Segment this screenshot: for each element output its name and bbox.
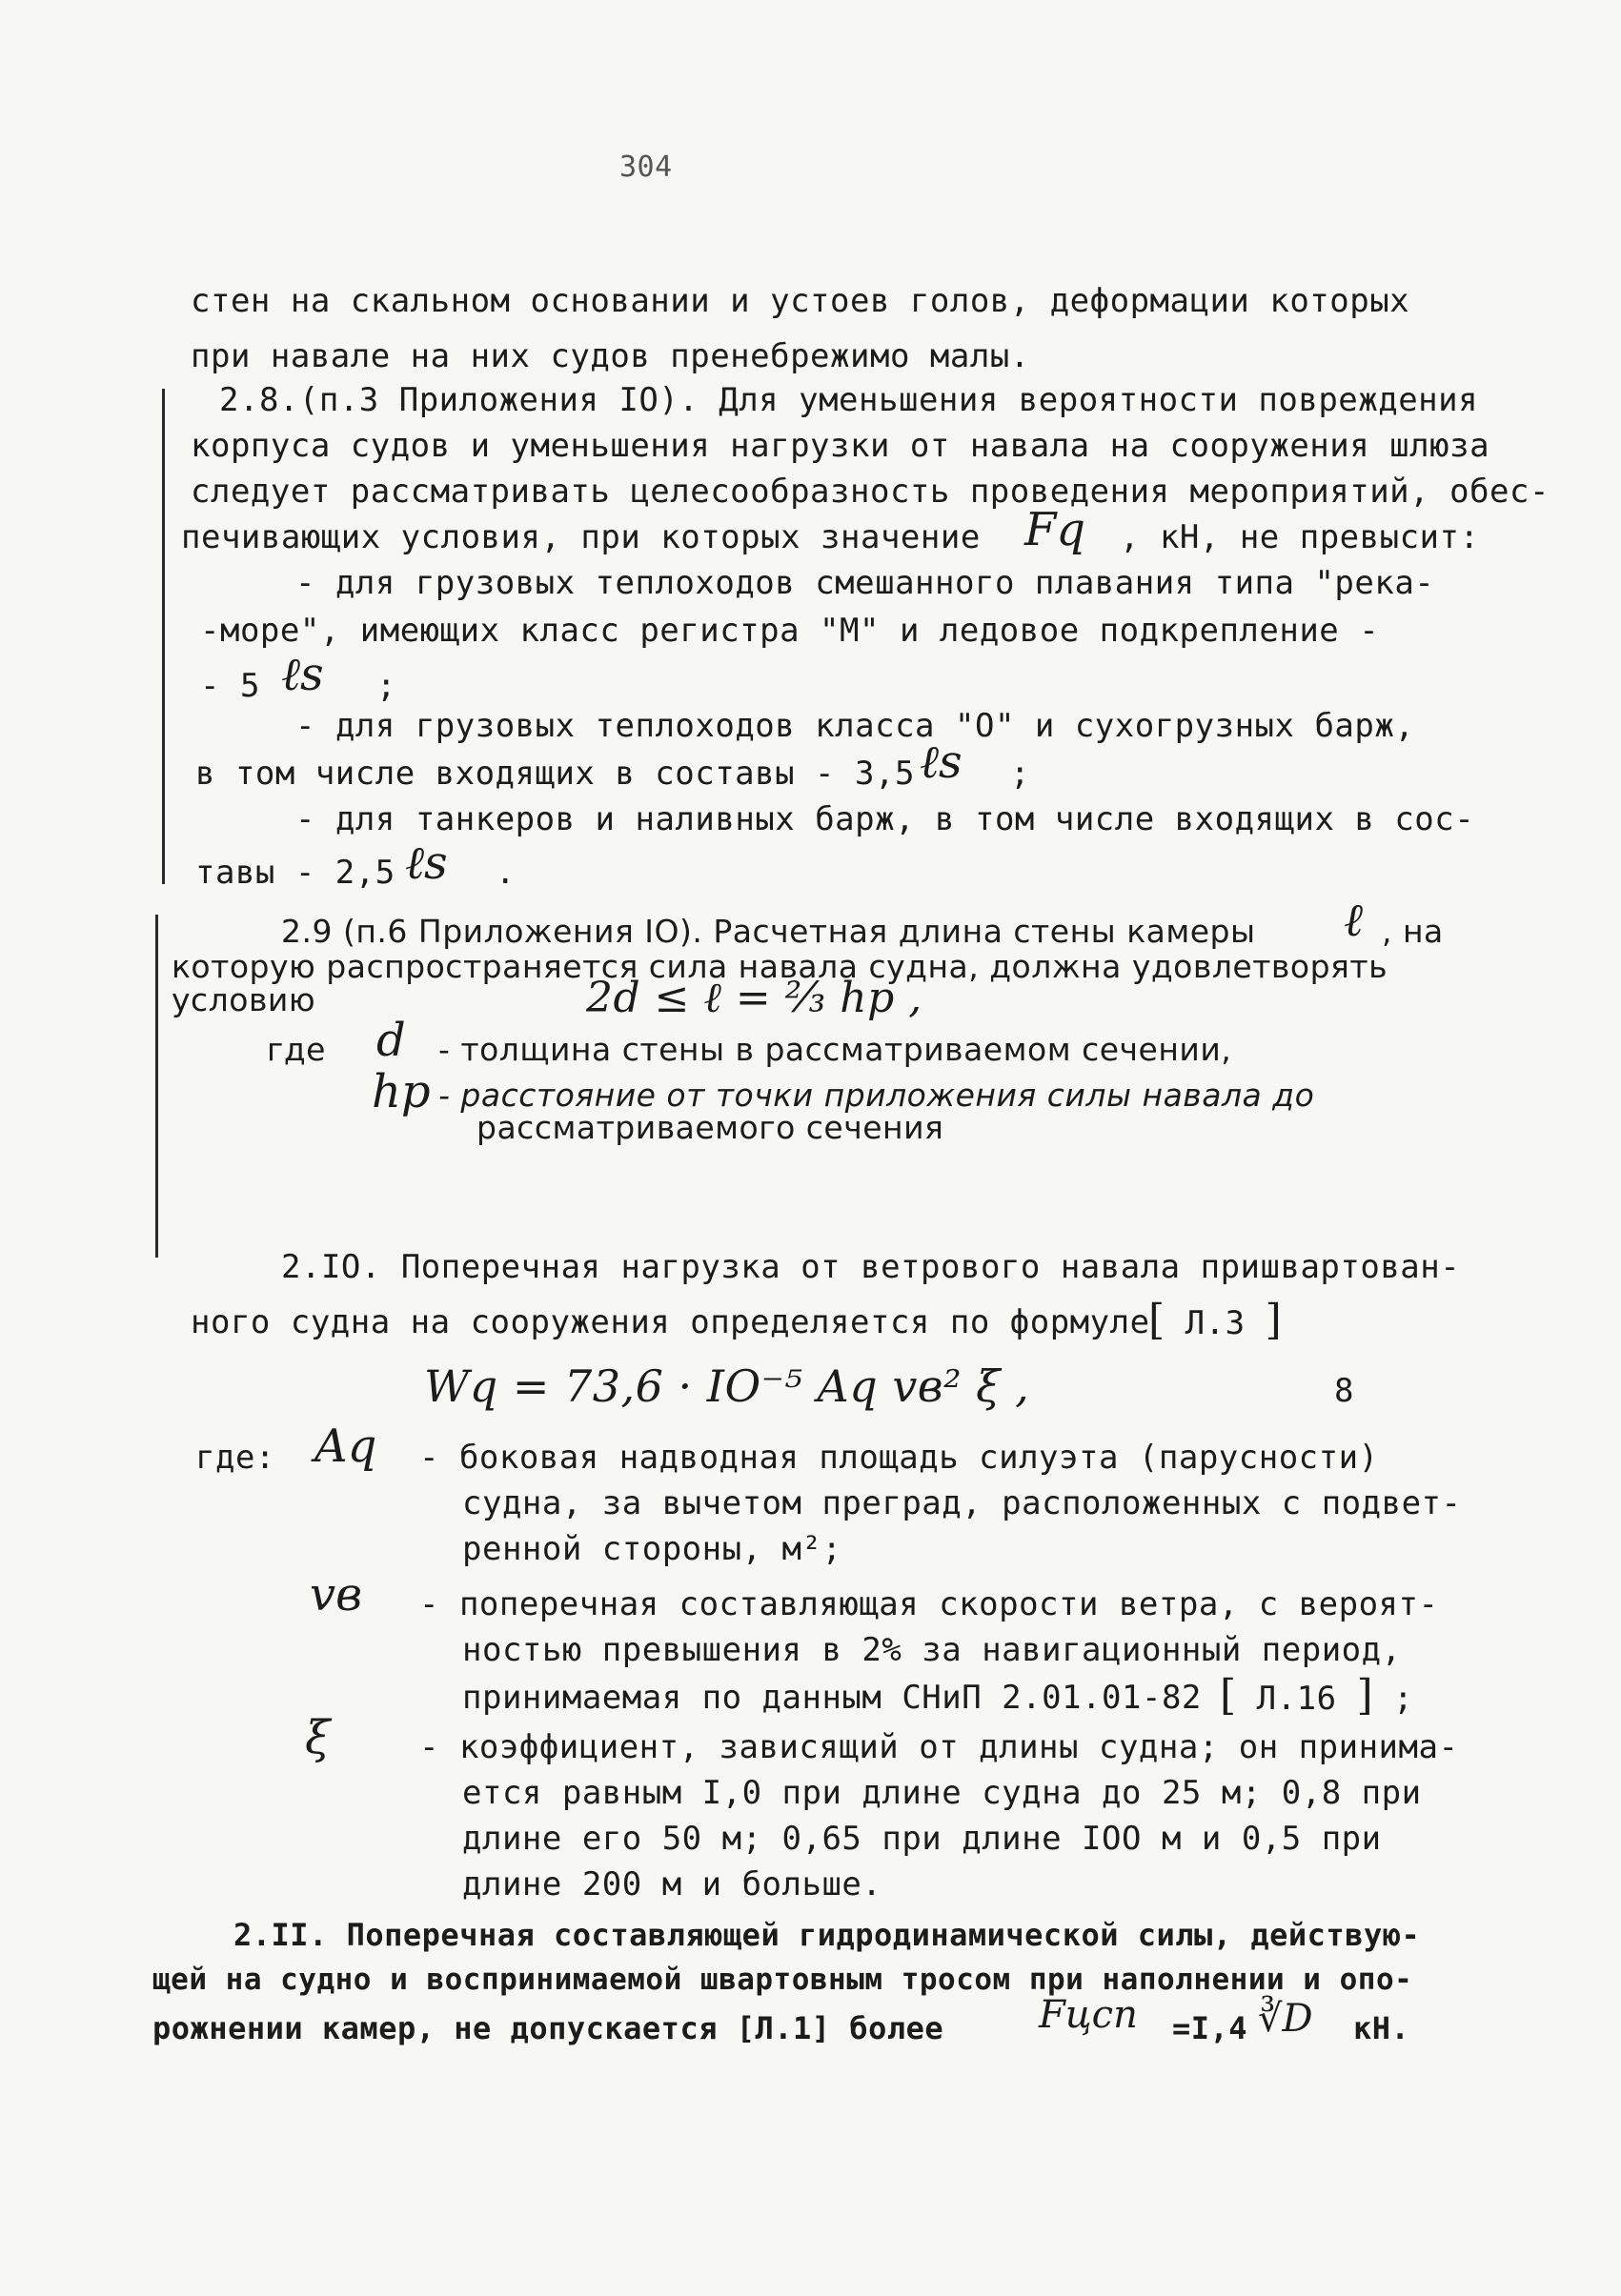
- symbol-ls-3: ℓs: [405, 836, 448, 890]
- text-line-24: ренной стороны, м²;: [462, 1530, 842, 1568]
- wind-load-formula: Wq = 73,6 · IO⁻⁵ Aq vв² ξ ,: [424, 1360, 1030, 1412]
- text-line-10: - для грузовых теплоходов класса "О" и сухогрузных барж,: [295, 707, 1415, 745]
- text-line-30: длине его 50 м; 0,65 при длине IOO м и 0,5 при: [462, 1820, 1382, 1858]
- symbol-aq: Aq: [314, 1420, 377, 1473]
- text-line-31: длине 200 м и больше.: [462, 1865, 882, 1903]
- text-line-32: 2.II. Поперечная составляющей гидродинамической силы, действую-: [233, 1917, 1421, 1953]
- text-line-21-ref: [ Л.3 ]: [1148, 1296, 1283, 1344]
- symbol-fsch: Fцсп: [1039, 1993, 1138, 2037]
- text-line-3: 2.8.(п.3 Приложения IO). Для уменьшения вероятности повреждения: [219, 381, 1479, 419]
- symbol-l: ℓ: [1344, 894, 1363, 947]
- symbol-xi: ξ: [305, 1711, 331, 1764]
- text-line-8: -море", имеющих класс регистра "М" и ледовое подкрепление -: [200, 612, 1380, 650]
- text-line-34c: кН.: [1353, 2010, 1410, 2046]
- text-line-6b: , кН, не превысит:: [1120, 518, 1480, 556]
- text-line-33: щей на судно и воспринимаемой швартовным тросом при наполнении и опо-: [152, 1963, 1413, 1997]
- text-line-6a: печивающих условия, при которых значение: [181, 518, 981, 556]
- text-line-11: в том числе входящих в составы - 3,5: [195, 755, 915, 793]
- text-line-16: условию: [172, 981, 316, 1018]
- equation-number: 8: [1334, 1372, 1354, 1410]
- text-line-1: стен на скальном основании и устоев голов, деформации которых: [191, 282, 1410, 320]
- margin-bar-1: [162, 389, 165, 884]
- text-line-13: тавы - 2,5: [195, 854, 395, 892]
- page-number: 304: [619, 151, 673, 184]
- text-line-21: ного судна на сооружения определяется по формуле: [191, 1303, 1150, 1341]
- period-1: .: [496, 854, 516, 892]
- text-line-27-ref: [ Л.16 ] ;: [1220, 1671, 1414, 1720]
- text-line-17b: - толщина стены в рассматриваемом сечении,: [438, 1031, 1232, 1068]
- text-line-27: принимаемая по данным СНиП 2.01.01-82: [462, 1679, 1202, 1717]
- symbol-fq: Fq: [1024, 503, 1086, 556]
- semicolon-1: ;: [376, 667, 396, 705]
- text-line-18: - расстояние от точки приложения силы навала до: [438, 1077, 1315, 1114]
- text-line-20: 2.IO. Поперечная нагрузка от ветрового навала пришвартован-: [281, 1248, 1461, 1286]
- margin-bar-2: [155, 915, 158, 1258]
- text-line-34a: рожнении камер, не допускается [Л.1] более: [152, 2010, 944, 2046]
- text-line-19: рассматриваемого сечения: [476, 1109, 944, 1146]
- text-line-25: - поперечная составляющая скорости ветра, с вероят-: [419, 1585, 1439, 1623]
- text-line-7: - для грузовых теплоходов смешанного плавания типа "река-: [295, 564, 1435, 602]
- text-line-5: следует рассматривать целесообразность проведения мероприятий, обес-: [191, 473, 1550, 511]
- text-line-22a: где:: [195, 1439, 275, 1477]
- symbol-ls-1: ℓs: [281, 648, 324, 701]
- text-line-34b: =I,4: [1172, 2010, 1248, 2046]
- text-line-17a: где: [267, 1031, 326, 1068]
- text-line-12: - для танкеров и наливных барж, в том числе входящих в сос-: [295, 800, 1475, 838]
- text-line-23: судна, за вычетом преград, расположенных с подвет-: [462, 1484, 1462, 1522]
- symbol-hp: hp: [372, 1065, 431, 1118]
- text-line-28: - коэффициент, зависящий от длины судна; он принима-: [419, 1728, 1459, 1766]
- text-line-9: - 5: [200, 667, 260, 705]
- text-line-22b: - боковая надводная площадь силуэта (парусности): [419, 1439, 1379, 1477]
- text-line-29: ется равным I,0 при длине судна до 25 м; 0,8 при: [462, 1774, 1422, 1812]
- symbol-vb: vв: [310, 1568, 363, 1621]
- text-line-26: ностью превышения в 2% за навигационный период,: [462, 1631, 1402, 1669]
- text-line-2: при навале на них судов пренебрежимо малы.: [191, 337, 1030, 375]
- text-line-14: 2.9 (п.6 Приложения IO). Расчетная длина стены камеры: [281, 913, 1256, 950]
- ref-l16: Л.16: [1256, 1680, 1337, 1718]
- symbol-root: ∛D: [1258, 1997, 1313, 2041]
- ref-l3: Л.3: [1185, 1304, 1246, 1342]
- symbol-d: d: [376, 1014, 406, 1067]
- text-line-4: корпуса судов и уменьшения нагрузки от навала на сооружения шлюза: [191, 427, 1490, 465]
- semicolon-2: ;: [1010, 755, 1030, 793]
- text-line-14b: , на: [1382, 913, 1444, 950]
- symbol-ls-2: ℓs: [920, 735, 962, 789]
- condition-formula: 2d ≤ ℓ = ⅔ hp ,: [586, 974, 922, 1022]
- text-line-15: которую распространяется сила навала судна, должна удовлетворять: [172, 948, 1388, 985]
